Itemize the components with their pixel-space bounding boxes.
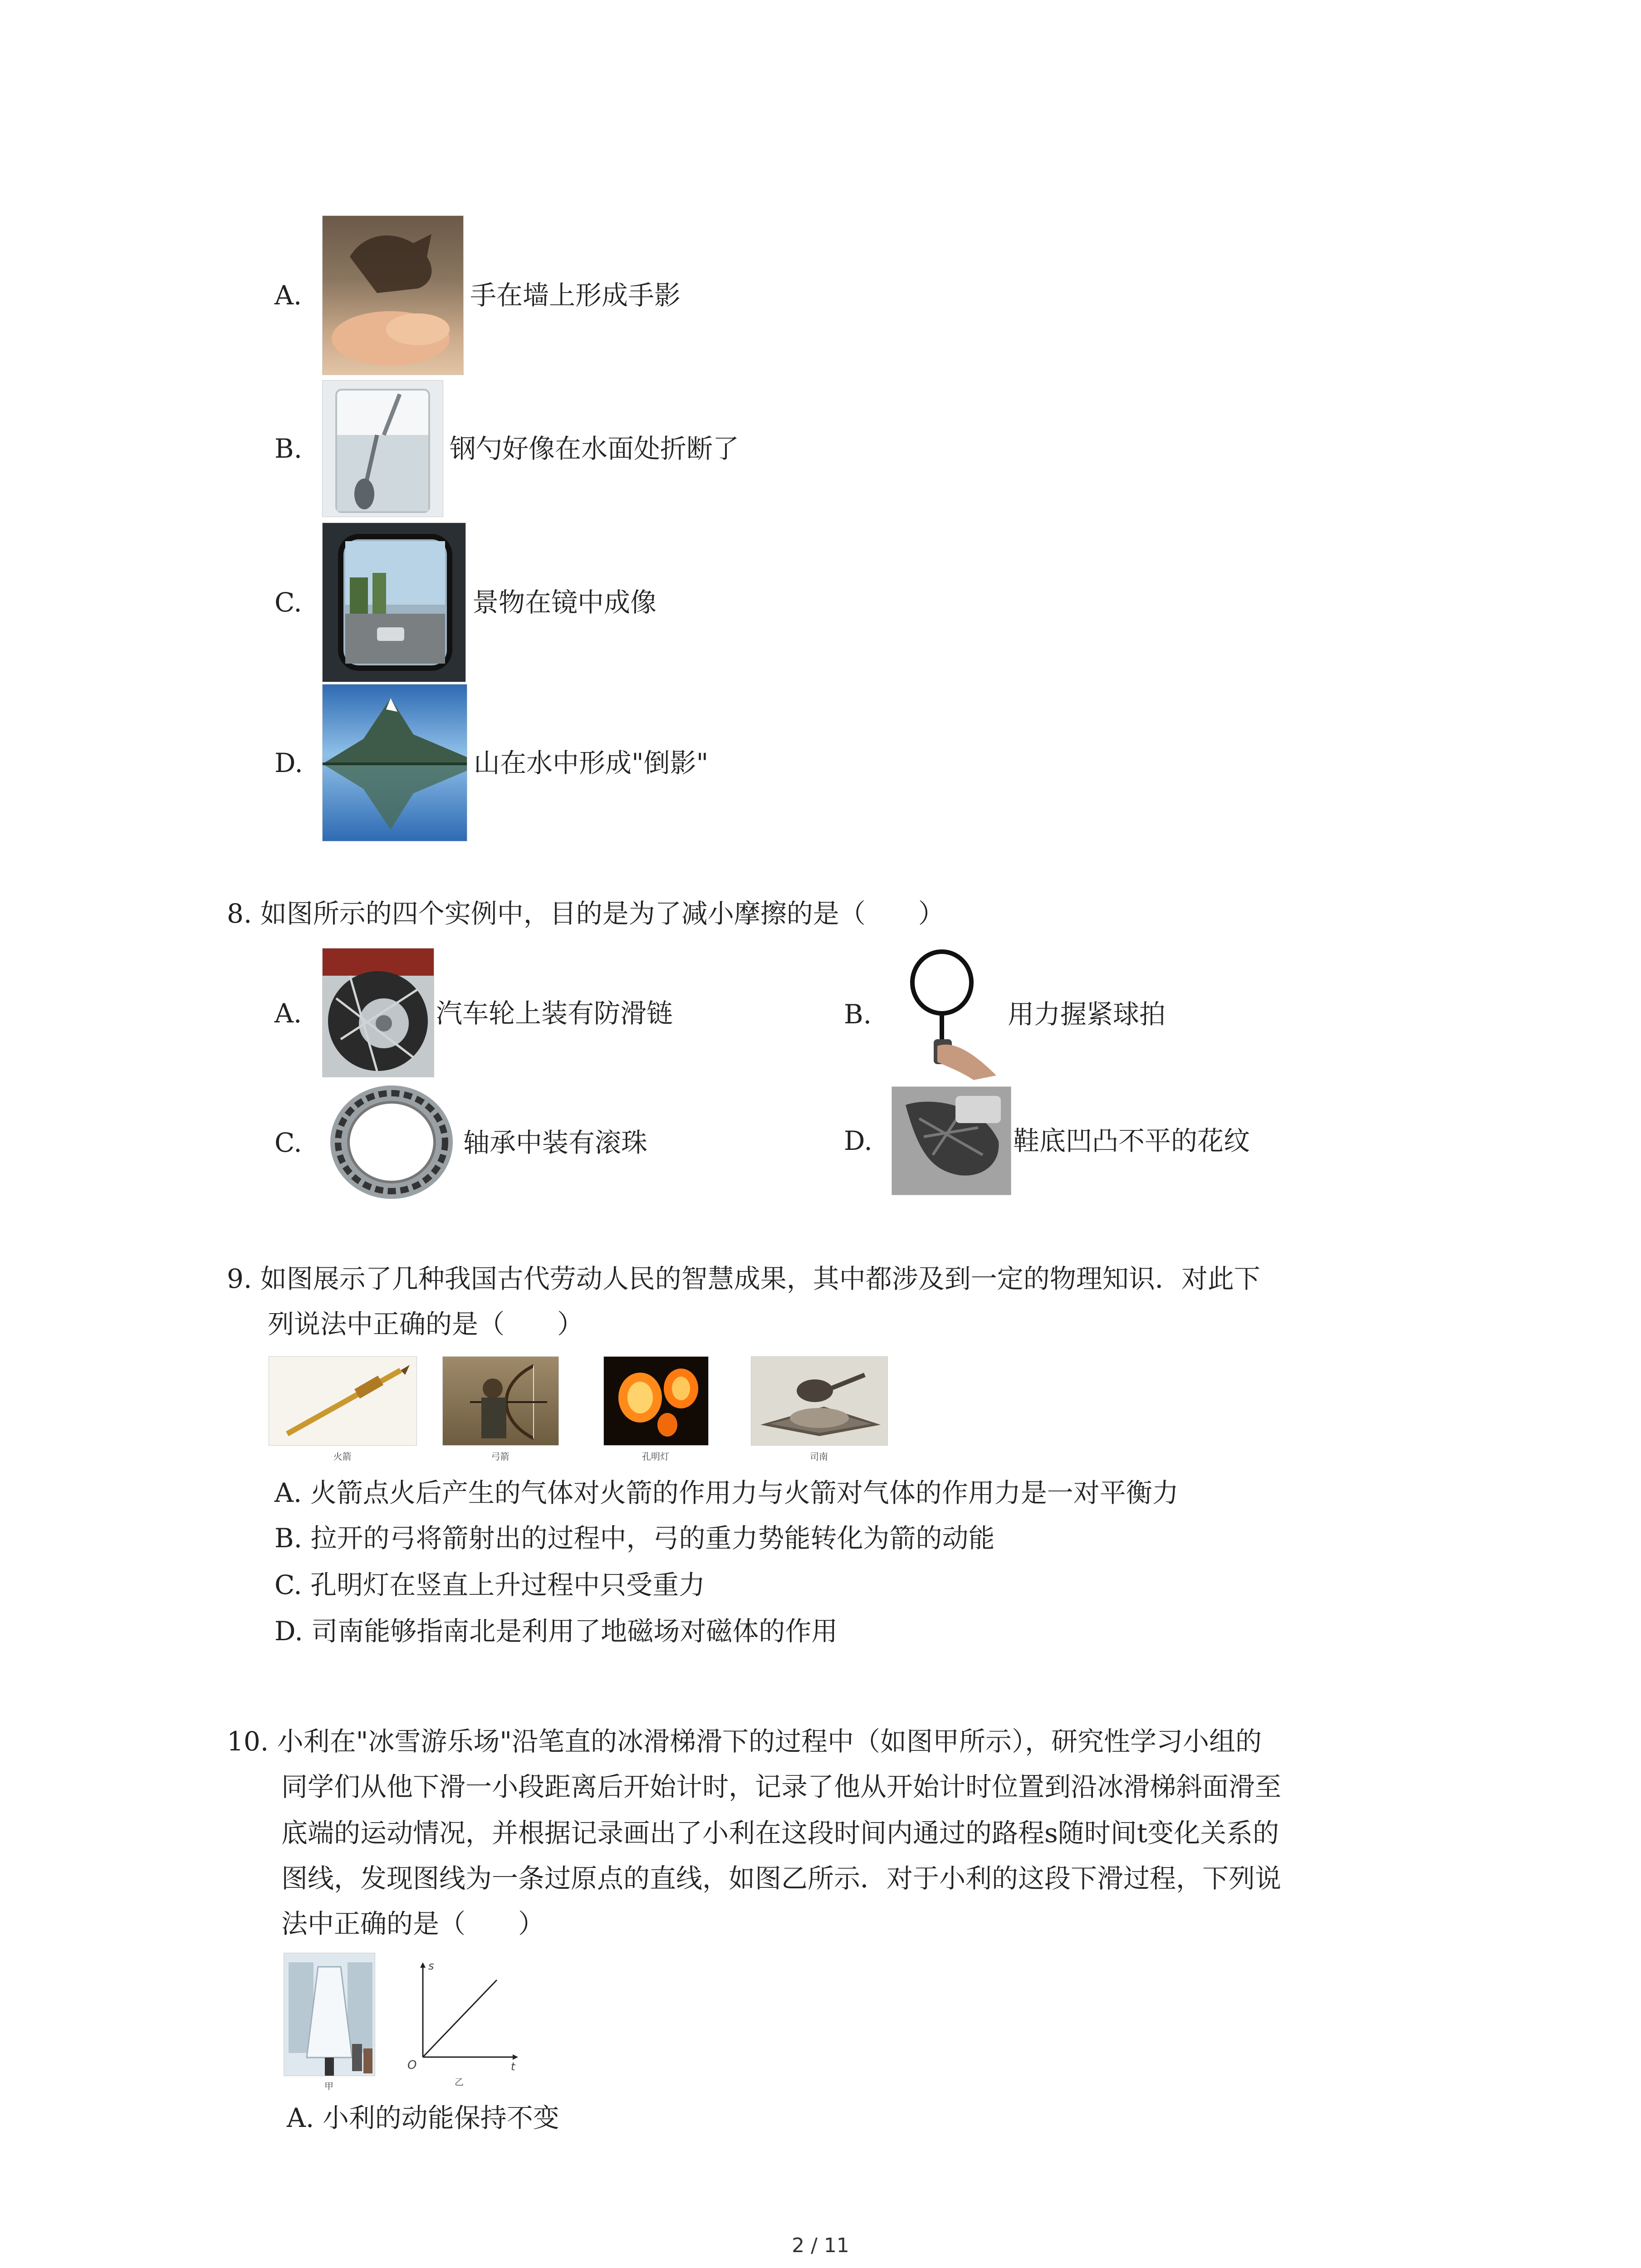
y-axis-arrow	[420, 1962, 426, 1968]
option-letter: C.	[274, 587, 302, 618]
x-axis-arrow	[513, 2054, 518, 2060]
shoe-sole-image	[892, 1086, 1011, 1195]
option-text: 手在墙上形成手影	[470, 280, 681, 311]
origin-label: O	[407, 2058, 417, 2072]
q9-figure-bow	[442, 1356, 558, 1462]
q10-stem-line5: 法中正确的是（ ）	[281, 1908, 545, 1939]
tire-chain-image	[322, 948, 434, 1078]
option-letter: B.	[844, 999, 872, 1030]
q9-stem-line2: 列说法中正确的是（ ）	[268, 1309, 584, 1339]
ice-slide-image	[284, 1953, 375, 2076]
car-mirror-image	[322, 523, 466, 682]
q8-option-c	[274, 1077, 647, 1207]
q9-option-b: B. 拉开的弓将箭射出的过程中，弓的重力势能转化为箭的动能	[274, 1523, 995, 1554]
x-axis-label: t	[511, 2060, 515, 2073]
figure-caption: 弓箭	[491, 1451, 509, 1462]
q10-stem-line4: 图线，发现图线为一条过原点的直线，如图乙所示．对于小利的这段下滑过程，下列说	[281, 1863, 1282, 1894]
page-number: 2 / 11	[792, 2234, 849, 2257]
sky-lantern-image	[603, 1356, 709, 1446]
rocket-image	[269, 1356, 417, 1446]
figure-caption: 乙	[455, 2077, 464, 2087]
q8-option-a	[274, 948, 673, 1078]
q7-option-c	[274, 523, 656, 682]
q9-figure-rocket	[269, 1356, 416, 1462]
q9-stem-line1: 9. 如图展示了几种我国古代劳动人民的智慧成果，其中都涉及到一定的物理知识．对此下	[227, 1263, 1260, 1294]
option-letter: C.	[274, 1127, 302, 1158]
figure-caption: 火箭	[333, 1451, 352, 1462]
q7-option-a	[274, 215, 681, 375]
option-text: 鞋底凹凸不平的花纹	[1013, 1125, 1250, 1156]
bow-archer-image	[442, 1356, 559, 1446]
q9-figure-compass	[751, 1356, 887, 1462]
q10-figure-yi-graph	[404, 1960, 522, 2087]
option-letter: D.	[274, 747, 303, 778]
figure-caption: 孔明灯	[642, 1451, 669, 1462]
option-text: 汽车轮上装有防滑链	[436, 997, 673, 1029]
spoon-in-glass-image	[322, 380, 443, 517]
q10-stem-line1: 10. 小利在"冰雪游乐场"沿笔直的冰滑梯滑下的过程中（如图甲所示），研究性学习小组的	[227, 1726, 1262, 1757]
option-text: 用力握紧球拍	[1008, 999, 1166, 1030]
figure-caption: 司南	[810, 1451, 828, 1462]
q8-option-b	[844, 948, 1166, 1080]
racket-grip-image	[892, 948, 1001, 1080]
q8-option-d	[844, 1086, 1250, 1195]
q10-stem-line2: 同学们从他下滑一小段距离后开始计时，记录了他从开始计时位置到沿冰滑梯斜面滑至	[281, 1771, 1282, 1802]
ball-bearing-image	[322, 1077, 461, 1207]
option-text: 轴承中装有滚珠	[463, 1127, 648, 1158]
figure-caption: 甲	[324, 2081, 333, 2092]
q7-option-d	[274, 684, 708, 841]
option-letter: A.	[274, 280, 302, 311]
q9-option-a: A. 火箭点火后产生的气体对火箭的作用力与火箭对气体的作用力是一对平衡力	[274, 1477, 1179, 1508]
q10-stem-line3: 底端的运动情况，并根据记录画出了小利在这段时间内通过的路程s随时间t变化关系的	[281, 1818, 1279, 1848]
option-text: 山在水中形成"倒影"	[474, 747, 709, 778]
s-t-line	[423, 1980, 497, 2057]
option-text: 钢勺好像在水面处折断了	[450, 433, 740, 464]
hand-shadow-image	[322, 215, 464, 375]
q7-option-b	[274, 380, 739, 517]
q9-option-d: D. 司南能够指南北是利用了地磁场对磁体的作用	[274, 1616, 838, 1647]
sinan-compass-image	[751, 1356, 888, 1446]
q9-figure-lantern	[603, 1356, 708, 1462]
option-letter: D.	[844, 1125, 872, 1156]
y-axis-label: s	[428, 1960, 434, 1972]
q10-option-a: A. 小利的动能保持不变	[287, 2102, 559, 2133]
q9-option-c: C. 孔明灯在竖直上升过程中只受重力	[274, 1569, 705, 1600]
s-t-graph	[404, 1960, 522, 2068]
option-letter: B.	[274, 433, 303, 464]
option-text: 景物在镜中成像	[472, 587, 657, 618]
q8-stem: 8. 如图所示的四个实例中，目的是为了减小摩擦的是（ ）	[227, 898, 945, 929]
q10-figure-jia	[284, 1953, 374, 2092]
option-letter: A.	[274, 997, 302, 1029]
mountain-reflection-image	[322, 684, 467, 841]
